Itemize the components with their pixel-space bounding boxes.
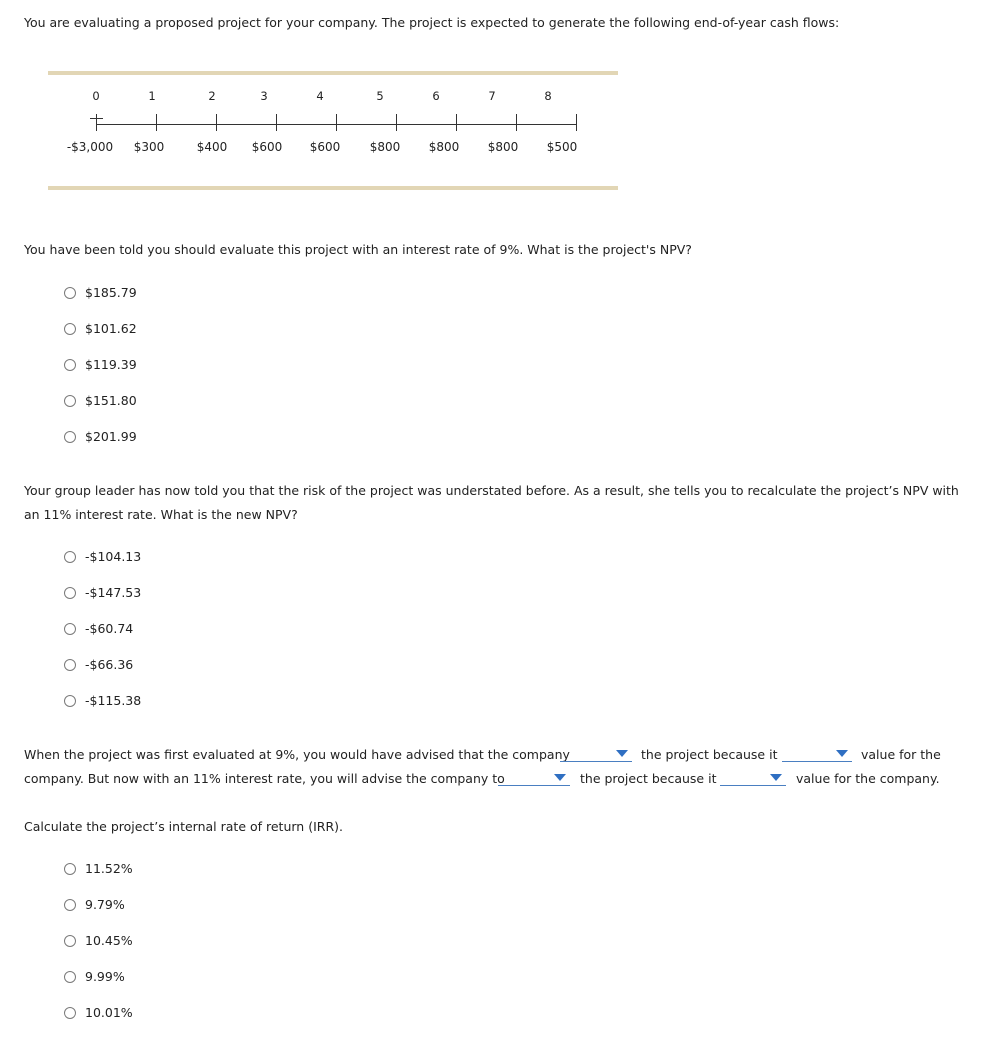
advice-value-dropdown-1[interactable] bbox=[782, 747, 852, 762]
q4-option[interactable] bbox=[64, 969, 125, 984]
radio-button[interactable] bbox=[64, 587, 76, 599]
q2-option[interactable] bbox=[64, 657, 133, 672]
option-label: -$115.38 bbox=[85, 693, 142, 708]
timeline-year-0: 0 bbox=[92, 89, 100, 103]
timeline-bottom-border bbox=[48, 186, 618, 190]
option-label: 11.52% bbox=[85, 861, 133, 876]
chevron-down-icon bbox=[770, 774, 782, 781]
radio-button[interactable] bbox=[64, 1007, 76, 1019]
q1-option[interactable] bbox=[64, 285, 137, 300]
advice-line1-start: When the project was first evaluated at 9%, you would have advised that the company bbox=[24, 747, 570, 762]
timeline-cash-flow-4: $600 bbox=[309, 140, 341, 154]
option-label: -$104.13 bbox=[85, 549, 142, 564]
timeline-tick bbox=[396, 114, 397, 131]
timeline-top-border bbox=[48, 71, 618, 75]
radio-button[interactable] bbox=[64, 551, 76, 563]
option-label: $151.80 bbox=[85, 393, 137, 408]
radio-button[interactable] bbox=[64, 863, 76, 875]
timeline-tick bbox=[276, 114, 277, 131]
q4-option[interactable] bbox=[64, 861, 133, 876]
timeline-cash-flow-1: $300 bbox=[133, 140, 165, 154]
option-label: 10.01% bbox=[85, 1005, 133, 1020]
radio-button[interactable] bbox=[64, 395, 76, 407]
question-npv-11-line1: Your group leader has now told you that the risk of the project was understated before. As a result, she tells you to recalculate the project’s NPV with bbox=[24, 483, 959, 498]
chevron-down-icon bbox=[616, 750, 628, 757]
q4-option[interactable] bbox=[64, 897, 125, 912]
advice-line1-end: value for the bbox=[861, 747, 941, 762]
radio-button[interactable] bbox=[64, 323, 76, 335]
option-label: 10.45% bbox=[85, 933, 133, 948]
timeline-year-2: 2 bbox=[208, 89, 216, 103]
timeline-cash-flow-6: $800 bbox=[428, 140, 460, 154]
radio-button[interactable] bbox=[64, 695, 76, 707]
option-label: -$147.53 bbox=[85, 585, 142, 600]
q1-option[interactable] bbox=[64, 429, 137, 444]
chevron-down-icon bbox=[836, 750, 848, 757]
q1-option[interactable] bbox=[64, 357, 137, 372]
question-irr: Calculate the project’s internal rate of return (IRR). bbox=[24, 819, 343, 834]
q2-option[interactable] bbox=[64, 693, 141, 708]
question-npv-11-line2: an 11% interest rate. What is the new NPV? bbox=[24, 507, 298, 522]
radio-button[interactable] bbox=[64, 971, 76, 983]
timeline-year-8: 8 bbox=[544, 89, 552, 103]
timeline-tick bbox=[156, 114, 157, 131]
radio-button[interactable] bbox=[64, 935, 76, 947]
radio-button[interactable] bbox=[64, 359, 76, 371]
timeline-cash-flow-7: $800 bbox=[487, 140, 519, 154]
timeline-year-6: 6 bbox=[432, 89, 440, 103]
q4-option[interactable] bbox=[64, 1005, 133, 1020]
timeline-tick bbox=[516, 114, 517, 131]
option-label: $101.62 bbox=[85, 321, 137, 336]
timeline-tick bbox=[336, 114, 337, 131]
option-label: $185.79 bbox=[85, 285, 137, 300]
advice-line2-start: company. But now with an 11% interest rate, you will advise the company to bbox=[24, 771, 505, 786]
option-label: 9.79% bbox=[85, 897, 125, 912]
radio-button[interactable] bbox=[64, 659, 76, 671]
q1-option[interactable] bbox=[64, 321, 137, 336]
timeline-year-3: 3 bbox=[260, 89, 268, 103]
q2-option[interactable] bbox=[64, 549, 141, 564]
timeline-year-5: 5 bbox=[376, 89, 384, 103]
radio-button[interactable] bbox=[64, 287, 76, 299]
advice-action-dropdown-1[interactable] bbox=[560, 747, 632, 762]
timeline-cash-flow-3: $600 bbox=[251, 140, 283, 154]
timeline-tick bbox=[576, 114, 577, 131]
intro-text: You are evaluating a proposed project for your company. The project is expected to generate the following end-of-year cash flows: bbox=[24, 15, 840, 30]
chevron-down-icon bbox=[554, 774, 566, 781]
q1-option[interactable] bbox=[64, 393, 137, 408]
advice-line2-middle: the project because it bbox=[580, 771, 717, 786]
timeline-year-4: 4 bbox=[316, 89, 324, 103]
question-npv-11 bbox=[24, 479, 959, 527]
option-label: $119.39 bbox=[85, 357, 137, 372]
advice-value-dropdown-2[interactable] bbox=[720, 771, 786, 786]
timeline-cash-flow-0: -$3,000 bbox=[66, 140, 114, 154]
timeline-cash-flow-5: $800 bbox=[369, 140, 401, 154]
radio-button[interactable] bbox=[64, 623, 76, 635]
advice-line2-end: value for the company. bbox=[796, 771, 940, 786]
timeline-tick bbox=[456, 114, 457, 131]
timeline-tick bbox=[216, 114, 217, 131]
q2-option[interactable] bbox=[64, 585, 141, 600]
timeline-tick bbox=[96, 114, 97, 131]
advice-action-dropdown-2[interactable] bbox=[498, 771, 570, 786]
q2-option[interactable] bbox=[64, 621, 133, 636]
option-label: -$66.36 bbox=[85, 657, 134, 672]
q4-option[interactable] bbox=[64, 933, 133, 948]
option-label: $201.99 bbox=[85, 429, 137, 444]
option-label: 9.99% bbox=[85, 969, 125, 984]
timeline-cash-flow-2: $400 bbox=[196, 140, 228, 154]
advice-line1-middle: the project because it bbox=[641, 747, 778, 762]
timeline-cash-flow-8: $500 bbox=[546, 140, 578, 154]
radio-button[interactable] bbox=[64, 431, 76, 443]
timeline-year-7: 7 bbox=[488, 89, 496, 103]
timeline-year-1: 1 bbox=[148, 89, 156, 103]
option-label: -$60.74 bbox=[85, 621, 134, 636]
question-npv-9: You have been told you should evaluate this project with an interest rate of 9%. What is the project's NPV? bbox=[24, 242, 692, 257]
radio-button[interactable] bbox=[64, 899, 76, 911]
